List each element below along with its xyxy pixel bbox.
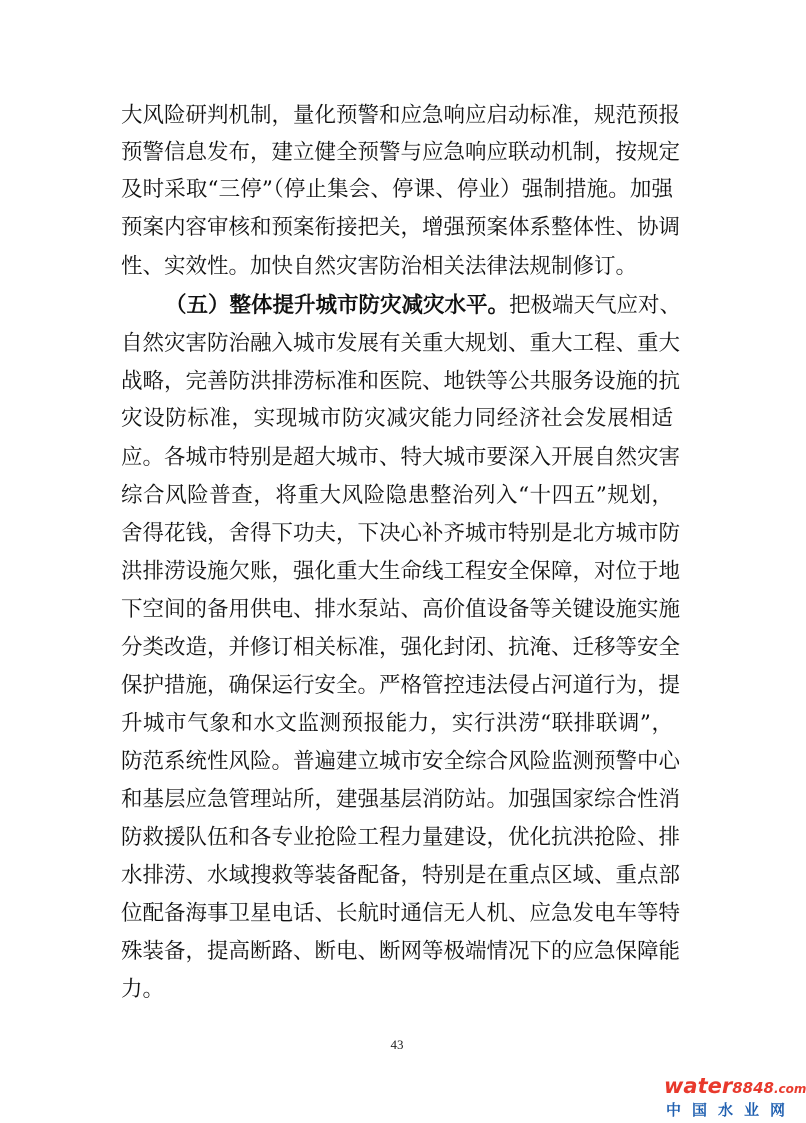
page-number: 43 — [390, 1037, 404, 1052]
paragraph-line: 灾设防标准，实现城市防灾减灾能力同经济社会发展相适 — [121, 406, 673, 431]
paragraph-line: 大风险研判机制，量化预警和应急响应启动标准，规范预报 — [121, 103, 681, 128]
section-first-line-text: 把极端天气应对、 — [509, 293, 682, 318]
paragraph-line: 综合风险普查，将重大风险隐患整治列入“十四五”规划， — [121, 483, 673, 508]
paragraph-line: 性、实效性。加快自然灾害防治相关法律法规制修订。 — [121, 254, 638, 279]
paragraph-line: 应。各城市特别是超大城市、特大城市要深入开展自然灾害 — [121, 445, 681, 470]
paragraph-line: 战略，完善防洪排涝标准和医院、地铁等公共服务设施的抗 — [121, 369, 681, 394]
paragraph-line: 及时采取“三停”（停止集会、停课、停业）强制措施。加强 — [121, 177, 673, 202]
paragraph-line: 自然灾害防治融入城市发展有关重大规划、重大工程、重大 — [121, 331, 681, 356]
paragraph-line: 防范系统性风险。普遍建立城市安全综合风险监测预警中心 — [121, 749, 681, 774]
paragraph-line: 位配备海事卫星电话、长航时通信无人机、应急发电车等特 — [121, 901, 681, 926]
section-heading: （五）整体提升城市防灾减灾水平。 — [165, 293, 510, 318]
watermark-logo — [664, 1074, 806, 1120]
paragraph-line: 下空间的备用供电、排水泵站、高价值设备等关键设施实施 — [121, 597, 681, 622]
paragraph-line: 殊装备，提高断路、断电、断网等极端情况下的应急保障能 — [121, 939, 681, 964]
section-first-line — [165, 288, 682, 324]
paragraph-line: 舍得花钱，舍得下功夫，下决心补齐城市特别是北方城市防 — [121, 521, 681, 546]
paragraph-line: 分类改造，并修订相关标准，强化封闭、抗淹、迁移等安全 — [121, 635, 681, 660]
paragraph-line: 防救援队伍和各专业抢险工程力量建设，优化抗洪抢险、排 — [121, 825, 681, 850]
paragraph-line: 水排涝、水域搜救等装备配备，特别是在重点区域、重点部 — [121, 863, 681, 888]
watermark-brand: water8848.com — [664, 1074, 806, 1098]
paragraph-line: 预案内容审核和预案衔接把关，增强预案体系整体性、协调 — [121, 215, 681, 240]
paragraph-line: 和基层应急管理站所，建强基层消防站。加强国家综合性消 — [121, 787, 681, 812]
watermark-cn-name: 中国水业网 — [666, 1101, 797, 1119]
paragraph-line: 洪排涝设施欠账，强化重大生命线工程安全保障，对位于地 — [121, 559, 681, 584]
paragraph-line: 保护措施，确保运行安全。严格管控违法侵占河道行为，提 — [121, 673, 681, 698]
paragraph-line: 升城市气象和水文监测预报能力，实行洪涝“联排联调”， — [121, 711, 673, 736]
paragraph-line: 预警信息发布，建立健全预警与应急响应联动机制，按规定 — [121, 140, 681, 165]
paragraph-line: 力。 — [121, 977, 165, 1002]
